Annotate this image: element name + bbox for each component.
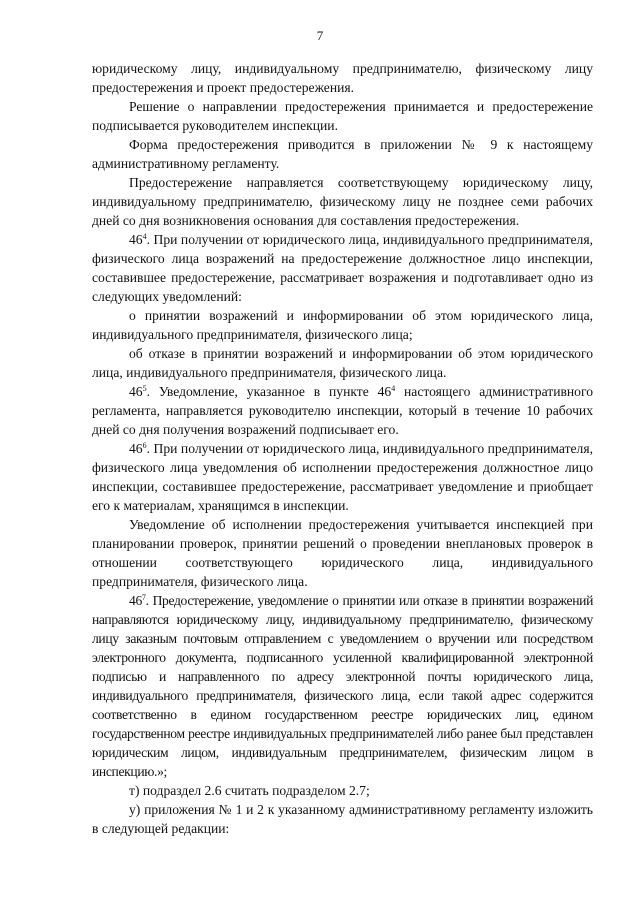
paragraph-item-46-7 (92, 591, 593, 781)
paragraph: об отказе в принятии возражений и информировании об этом юридического лица, индивидуального предпринимателя, физического лица. (92, 346, 593, 380)
item-superscript: 7 (141, 593, 146, 602)
paragraph-text: . Уведомление, указанное в пункте 46 (146, 384, 392, 399)
page-number: 7 (316, 28, 324, 43)
paragraph-text: настоящего административного регламента, направляется руководителю инспекции, который в течение 10 рабочих дней со дня получения возражений подписывает его. (92, 384, 593, 437)
item-number: 46 (129, 593, 142, 608)
paragraph-item-46-6 (92, 439, 593, 515)
paragraph: Решение о направлении предостережения принимается и предостережение подписывается руководителем инспекции. (92, 99, 593, 133)
reference-superscript: 4 (391, 384, 396, 393)
paragraph: Предостережение направляется соответствующему юридическому лицу, индивидуальному предпринимателю, физическому лицу не позднее семи рабочих дней со дня возникновения основания для составления предостережения. (92, 175, 593, 228)
document-body (92, 59, 593, 838)
paragraph-item-46-4 (92, 230, 593, 306)
paragraph-item-46-5 (92, 382, 593, 439)
item-superscript: 6 (142, 441, 147, 450)
paragraph: Форма предостережения приводится в приложении № 9 к настоящему административному регламенту. (92, 137, 593, 171)
paragraph: у) приложения № 1 и 2 к указанному административному регламенту изложить в следующей редакции: (92, 802, 593, 836)
paragraph-text: . При получении от юридического лица, индивидуального предпринимателя, физического лица возражений на предостережение должностное лицо инспекции, составившее предостережение, рассматривает возражения и подготавливает одно из следующих уведомлений: (92, 232, 593, 304)
paragraph: юридическому лицу, индивидуальному предпринимателю, физическому лицу предостережения и проект предостережения. (92, 61, 593, 95)
item-superscript: 4 (142, 232, 147, 241)
paragraph-text: . При получении от юридического лица, индивидуального предпринимателя, физического лица уведомления об исполнении предостережения должностное лицо инспекции, составившее предостережение, рассматривает уведомление и приобщает его к материалам, хранящимся в инспекции. (92, 441, 593, 513)
item-superscript: 5 (142, 384, 147, 393)
paragraph: т) подраздел 2.6 считать подразделом 2.7; (129, 783, 370, 798)
item-number: 46 (129, 441, 143, 456)
paragraph: о принятии возражений и информировании об этом юридического лица, индивидуального предпринимателя, физического лица; (92, 308, 593, 342)
paragraph: Уведомление об исполнении предостережения учитывается инспекцией при планировании проверок, принятии решений о проведении внеплановых проверок в отношении соответствующего юридического лица, индивидуального предпринимателя, физического лица. (92, 517, 593, 589)
item-number: 46 (129, 232, 143, 247)
item-number: 46 (129, 384, 143, 399)
paragraph-text: . Предостережение, уведомление о принятии или отказе в принятии возражений направляются юридическому лицу, индивидуальному предпринимателю, физическому лицу заказным почтовым отправлением с уведомлением о вручении или посредством электронного документа, подписанного усиленной квалифицированной электронной подписью и направленного по адресу электронной почты юридического лица, индивидуального предпринимателя, физического лица, если такой адрес содержится соответственно в едином государственном реестре юридических лиц, едином государственном реестре индивидуальных предпринимателей либо ранее был представлен юридическим лицом, индивидуальным предпринимателем, физическим лицом в инспекцию.»; (92, 593, 593, 779)
